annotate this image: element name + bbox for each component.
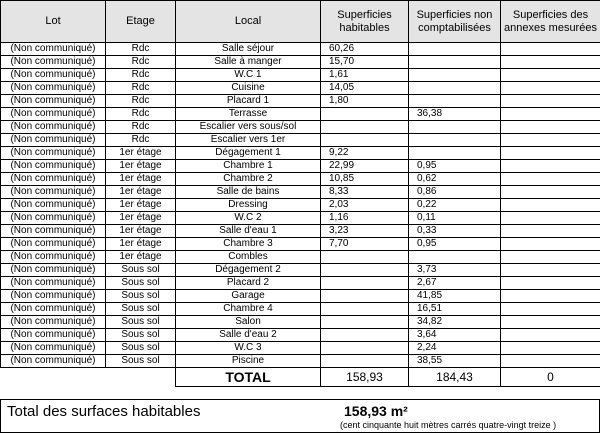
cell-non-comptabilisees: 0,22: [409, 199, 501, 212]
cell-habitables: [321, 121, 409, 134]
cell-habitables: [321, 316, 409, 329]
cell-local: Salle d'eau 1: [176, 225, 321, 238]
cell-annexes: [501, 147, 600, 160]
table-row: [1, 69, 600, 82]
cell-habitables: [321, 134, 409, 147]
table-row: [1, 251, 600, 264]
cell-lot: (Non communiqué): [1, 264, 106, 277]
cell-lot: (Non communiqué): [1, 43, 106, 56]
cell-local: Garage: [176, 290, 321, 303]
cell-annexes: [501, 290, 600, 303]
col-header-lot: Lot: [1, 1, 106, 43]
cell-local: Chambre 3: [176, 238, 321, 251]
cell-local: Placard 1: [176, 95, 321, 108]
cell-etage: Sous sol: [106, 264, 176, 277]
cell-lot: (Non communiqué): [1, 355, 106, 368]
cell-local: Salle d'eau 2: [176, 329, 321, 342]
cell-etage: Rdc: [106, 95, 176, 108]
cell-annexes: [501, 277, 600, 290]
total-habitables: 158,93: [321, 368, 409, 387]
cell-non-comptabilisees: [409, 69, 501, 82]
cell-non-comptabilisees: [409, 82, 501, 95]
table-row: [1, 238, 600, 251]
cell-annexes: [501, 264, 600, 277]
cell-etage: 1er étage: [106, 225, 176, 238]
total-row: [1, 368, 600, 387]
cell-annexes: [501, 186, 600, 199]
cell-annexes: [501, 82, 600, 95]
cell-local: Salon: [176, 316, 321, 329]
cell-lot: (Non communiqué): [1, 290, 106, 303]
cell-etage: Rdc: [106, 108, 176, 121]
cell-habitables: 60,26: [321, 43, 409, 56]
cell-lot: (Non communiqué): [1, 212, 106, 225]
cell-lot: (Non communiqué): [1, 199, 106, 212]
total-blank-2: [106, 368, 176, 387]
cell-non-comptabilisees: [409, 56, 501, 69]
cell-annexes: [501, 160, 600, 173]
cell-non-comptabilisees: [409, 147, 501, 160]
cell-etage: Rdc: [106, 82, 176, 95]
cell-habitables: [321, 290, 409, 303]
cell-etage: 1er étage: [106, 199, 176, 212]
cell-local: Salle de bains: [176, 186, 321, 199]
cell-habitables: 1,80: [321, 95, 409, 108]
cell-non-comptabilisees: 2,67: [409, 277, 501, 290]
cell-annexes: [501, 251, 600, 264]
table-row: [1, 173, 600, 186]
total-blank-1: [1, 368, 106, 387]
cell-non-comptabilisees: 34,82: [409, 316, 501, 329]
cell-etage: Sous sol: [106, 355, 176, 368]
cell-etage: Rdc: [106, 134, 176, 147]
cell-annexes: [501, 108, 600, 121]
cell-habitables: [321, 277, 409, 290]
cell-non-comptabilisees: 16,51: [409, 303, 501, 316]
cell-lot: (Non communiqué): [1, 186, 106, 199]
cell-etage: 1er étage: [106, 147, 176, 160]
table-row: [1, 342, 600, 355]
table-row: [1, 355, 600, 368]
table-row: [1, 43, 600, 56]
table-header-row: [1, 1, 600, 43]
table-row: [1, 186, 600, 199]
cell-non-comptabilisees: [409, 43, 501, 56]
cell-annexes: [501, 316, 600, 329]
cell-local: Escalier vers sous/sol: [176, 121, 321, 134]
cell-etage: Sous sol: [106, 316, 176, 329]
cell-local: Chambre 4: [176, 303, 321, 316]
cell-annexes: [501, 225, 600, 238]
cell-annexes: [501, 173, 600, 186]
cell-local: Salle séjour: [176, 43, 321, 56]
cell-annexes: [501, 238, 600, 251]
cell-local: W.C 3: [176, 342, 321, 355]
col-header-annexes: Superficies des annexes mesurées: [501, 1, 600, 43]
cell-habitables: 7,70: [321, 238, 409, 251]
cell-non-comptabilisees: 41,85: [409, 290, 501, 303]
cell-lot: (Non communiqué): [1, 147, 106, 160]
table-row: [1, 290, 600, 303]
cell-etage: 1er étage: [106, 160, 176, 173]
cell-non-comptabilisees: 0,95: [409, 238, 501, 251]
cell-annexes: [501, 303, 600, 316]
cell-lot: (Non communiqué): [1, 238, 106, 251]
table-row: [1, 225, 600, 238]
cell-non-comptabilisees: [409, 251, 501, 264]
cell-etage: 1er étage: [106, 212, 176, 225]
cell-habitables: [321, 355, 409, 368]
cell-habitables: 1,16: [321, 212, 409, 225]
cell-non-comptabilisees: 0,11: [409, 212, 501, 225]
cell-annexes: [501, 212, 600, 225]
table-row: [1, 329, 600, 342]
cell-lot: (Non communiqué): [1, 251, 106, 264]
cell-habitables: [321, 342, 409, 355]
cell-habitables: [321, 108, 409, 121]
cell-non-comptabilisees: 36,38: [409, 108, 501, 121]
cell-lot: (Non communiqué): [1, 316, 106, 329]
cell-etage: Rdc: [106, 121, 176, 134]
cell-non-comptabilisees: 0,95: [409, 160, 501, 173]
cell-local: Combles: [176, 251, 321, 264]
summary-value-in-words: (cent cinquante huit mètres carrés quatre-vingt treize ): [340, 420, 557, 430]
cell-etage: Rdc: [106, 43, 176, 56]
total-label: TOTAL: [176, 368, 321, 387]
cell-non-comptabilisees: [409, 121, 501, 134]
cell-annexes: [501, 95, 600, 108]
cell-habitables: 22,99: [321, 160, 409, 173]
cell-non-comptabilisees: 2,24: [409, 342, 501, 355]
table-row: [1, 277, 600, 290]
col-header-non-comptabilisees: Superficies non comptabilisées: [409, 1, 501, 43]
total-annexes: 0: [501, 368, 600, 387]
cell-etage: Sous sol: [106, 329, 176, 342]
cell-local: Dégagement 2: [176, 264, 321, 277]
summary-value: 158,93 m²: [344, 403, 408, 419]
table-row: [1, 147, 600, 160]
cell-non-comptabilisees: 3,64: [409, 329, 501, 342]
cell-lot: (Non communiqué): [1, 303, 106, 316]
cell-local: Piscine: [176, 355, 321, 368]
cell-etage: Sous sol: [106, 290, 176, 303]
cell-lot: (Non communiqué): [1, 69, 106, 82]
cell-annexes: [501, 121, 600, 134]
cell-annexes: [501, 43, 600, 56]
cell-etage: Rdc: [106, 56, 176, 69]
table-row: [1, 95, 600, 108]
cell-non-comptabilisees: 0,86: [409, 186, 501, 199]
cell-lot: (Non communiqué): [1, 160, 106, 173]
cell-lot: (Non communiqué): [1, 225, 106, 238]
cell-lot: (Non communiqué): [1, 56, 106, 69]
cell-local: Terrasse: [176, 108, 321, 121]
cell-non-comptabilisees: 0,62: [409, 173, 501, 186]
cell-etage: 1er étage: [106, 173, 176, 186]
cell-lot: (Non communiqué): [1, 121, 106, 134]
cell-habitables: 15,70: [321, 56, 409, 69]
cell-lot: (Non communiqué): [1, 342, 106, 355]
col-header-etage: Etage: [106, 1, 176, 43]
cell-local: W.C 2: [176, 212, 321, 225]
cell-lot: (Non communiqué): [1, 277, 106, 290]
cell-local: Chambre 2: [176, 173, 321, 186]
col-header-habitables: Superficies habitables: [321, 1, 409, 43]
cell-etage: Rdc: [106, 69, 176, 82]
cell-etage: 1er étage: [106, 251, 176, 264]
cell-non-comptabilisees: 0,33: [409, 225, 501, 238]
cell-lot: (Non communiqué): [1, 108, 106, 121]
cell-etage: Sous sol: [106, 342, 176, 355]
cell-annexes: [501, 329, 600, 342]
cell-lot: (Non communiqué): [1, 82, 106, 95]
cell-etage: Sous sol: [106, 277, 176, 290]
cell-habitables: 14,05: [321, 82, 409, 95]
table-row: [1, 303, 600, 316]
cell-local: W.C 1: [176, 69, 321, 82]
summary-label: Total des surfaces habitables: [7, 403, 201, 420]
summary-box: [0, 399, 600, 433]
table-row: [1, 160, 600, 173]
col-header-local: Local: [176, 1, 321, 43]
cell-habitables: 3,23: [321, 225, 409, 238]
cell-local: Salle à manger: [176, 56, 321, 69]
cell-habitables: 2,03: [321, 199, 409, 212]
table-row: [1, 108, 600, 121]
cell-annexes: [501, 355, 600, 368]
cell-habitables: [321, 303, 409, 316]
table-row: [1, 212, 600, 225]
cell-habitables: 10,85: [321, 173, 409, 186]
total-non-comptabilisees: 184,43: [409, 368, 501, 387]
table-row: [1, 134, 600, 147]
cell-annexes: [501, 199, 600, 212]
cell-lot: (Non communiqué): [1, 329, 106, 342]
cell-local: Cuisine: [176, 82, 321, 95]
cell-etage: 1er étage: [106, 238, 176, 251]
table-body: [1, 43, 600, 368]
cell-annexes: [501, 69, 600, 82]
table-row: [1, 121, 600, 134]
cell-habitables: 8,33: [321, 186, 409, 199]
table-row: [1, 82, 600, 95]
cell-non-comptabilisees: [409, 134, 501, 147]
cell-non-comptabilisees: [409, 95, 501, 108]
cell-non-comptabilisees: 38,55: [409, 355, 501, 368]
cell-etage: Sous sol: [106, 303, 176, 316]
cell-habitables: [321, 251, 409, 264]
cell-habitables: 1,61: [321, 69, 409, 82]
cell-lot: (Non communiqué): [1, 173, 106, 186]
cell-local: Placard 2: [176, 277, 321, 290]
cell-habitables: [321, 264, 409, 277]
table-row: [1, 199, 600, 212]
cell-lot: (Non communiqué): [1, 95, 106, 108]
table-row: [1, 264, 600, 277]
cell-non-comptabilisees: 3,73: [409, 264, 501, 277]
cell-annexes: [501, 56, 600, 69]
table-row: [1, 316, 600, 329]
cell-annexes: [501, 342, 600, 355]
cell-habitables: [321, 329, 409, 342]
cell-local: Escalier vers 1er: [176, 134, 321, 147]
cell-local: Dégagement 1: [176, 147, 321, 160]
cell-local: Chambre 1: [176, 160, 321, 173]
cell-etage: 1er étage: [106, 186, 176, 199]
cell-habitables: 9,22: [321, 147, 409, 160]
cell-annexes: [501, 134, 600, 147]
cell-lot: (Non communiqué): [1, 134, 106, 147]
table-row: [1, 56, 600, 69]
cell-local: Dressing: [176, 199, 321, 212]
